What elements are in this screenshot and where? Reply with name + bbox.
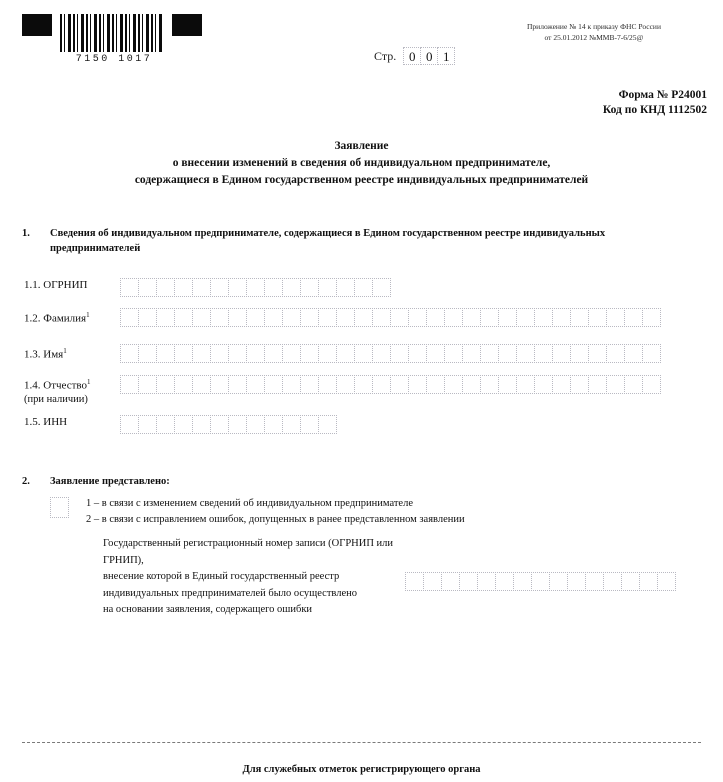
- office-marks-title: Для служебных отметок регистрирующего органа: [242, 764, 481, 775]
- title-line-2: о внесении изменений в сведения об индивидуальном предпринимателе,: [172, 157, 551, 169]
- input-cell[interactable]: [246, 375, 265, 394]
- input-cell[interactable]: [246, 344, 265, 363]
- input-cell[interactable]: [120, 375, 139, 394]
- application-reason-option-2[interactable]: 2 – в связи с исправлением ошибок, допущенных в ранее представленном заявлении: [86, 514, 465, 525]
- appendix-note: [479, 21, 709, 43]
- input-cell[interactable]: [531, 572, 550, 591]
- input-cell[interactable]: [246, 278, 265, 297]
- input-cell[interactable]: [138, 278, 157, 297]
- input-cell[interactable]: [264, 375, 283, 394]
- input-cell[interactable]: [549, 572, 568, 591]
- footer-divider: [22, 742, 701, 743]
- form-number: Форма № Р24001: [618, 89, 707, 101]
- input-cell[interactable]: [585, 572, 604, 591]
- field-label: 1.5. ИНН: [24, 416, 68, 428]
- input-cell[interactable]: [282, 344, 301, 363]
- field-row-ogrnip: [24, 278, 390, 297]
- page-number-label: Стр.: [374, 48, 397, 63]
- input-cell[interactable]: [300, 278, 319, 297]
- input-cell[interactable]: [336, 278, 355, 297]
- input-cell[interactable]: [174, 344, 193, 363]
- input-cell[interactable]: [588, 344, 607, 363]
- appendix-line-2: от 25.01.2012 №ММВ-7-6/25@: [544, 33, 644, 42]
- input-cell[interactable]: [228, 308, 247, 327]
- input-cell[interactable]: [138, 415, 157, 434]
- section-1-text: Сведения об индивидуальном предпринимателе, содержащиеся в Едином государственном реестре индивидуальных предпринимателей: [50, 228, 606, 254]
- input-cell[interactable]: [282, 278, 301, 297]
- input-cell[interactable]: [426, 308, 445, 327]
- barcode-row: [22, 14, 202, 52]
- input-cell[interactable]: [567, 572, 586, 591]
- input-cell[interactable]: [282, 375, 301, 394]
- input-cell[interactable]: [426, 344, 445, 363]
- input-cell[interactable]: [318, 415, 337, 434]
- section-1-number: 1.: [22, 228, 30, 239]
- field-input-cells[interactable]: [120, 344, 660, 363]
- input-cell[interactable]: [264, 308, 283, 327]
- input-cell[interactable]: [642, 308, 661, 327]
- input-cell[interactable]: [174, 375, 193, 394]
- input-cell[interactable]: [639, 572, 658, 591]
- input-cell[interactable]: [426, 375, 445, 394]
- input-cell[interactable]: [300, 375, 319, 394]
- input-cell[interactable]: [408, 308, 427, 327]
- input-cell[interactable]: [570, 344, 589, 363]
- input-cell[interactable]: [516, 344, 535, 363]
- input-cell[interactable]: [480, 308, 499, 327]
- input-cell[interactable]: [480, 375, 499, 394]
- input-cell[interactable]: [300, 344, 319, 363]
- input-cell[interactable]: [441, 572, 460, 591]
- title-line-3: содержащиеся в Едином государственном реестре индивидуальных предпринимателей: [134, 174, 589, 186]
- input-cell[interactable]: [354, 344, 373, 363]
- input-cell[interactable]: [210, 278, 229, 297]
- input-cell[interactable]: [606, 375, 625, 394]
- input-cell[interactable]: [282, 308, 301, 327]
- input-cell[interactable]: [390, 344, 409, 363]
- input-cell[interactable]: [570, 308, 589, 327]
- barcode-bars: [60, 14, 164, 52]
- input-cell[interactable]: [156, 375, 175, 394]
- input-cell[interactable]: [300, 308, 319, 327]
- input-cell[interactable]: [462, 308, 481, 327]
- input-cell[interactable]: [480, 344, 499, 363]
- application-reason-checkbox[interactable]: [50, 497, 69, 518]
- input-cell[interactable]: [642, 375, 661, 394]
- input-cell[interactable]: [336, 375, 355, 394]
- grnip-description-line-4: на основании заявления, содержащего ошибки: [103, 604, 313, 615]
- input-cell[interactable]: [354, 375, 373, 394]
- input-cell[interactable]: [264, 344, 283, 363]
- input-cell[interactable]: [264, 278, 283, 297]
- input-cell[interactable]: [138, 308, 157, 327]
- input-cell[interactable]: [621, 572, 640, 591]
- section-1-heading: [22, 226, 694, 256]
- input-cell[interactable]: [318, 375, 337, 394]
- input-cell[interactable]: [354, 278, 373, 297]
- input-cell[interactable]: [444, 308, 463, 327]
- input-cell[interactable]: [606, 344, 625, 363]
- input-cell[interactable]: [174, 415, 193, 434]
- input-cell[interactable]: [210, 375, 229, 394]
- input-cell[interactable]: [405, 572, 424, 591]
- barcode-block: [22, 14, 202, 65]
- input-cell[interactable]: [354, 308, 373, 327]
- input-cell[interactable]: [534, 308, 553, 327]
- input-cell[interactable]: [210, 415, 229, 434]
- input-cell[interactable]: [372, 375, 391, 394]
- input-cell[interactable]: [372, 278, 391, 297]
- application-reason-option-1[interactable]: 1 – в связи с изменением сведений об индивидуальном предпринимателе: [86, 498, 413, 509]
- input-cell[interactable]: [498, 308, 517, 327]
- input-cell[interactable]: [498, 375, 517, 394]
- input-cell[interactable]: [264, 415, 283, 434]
- input-cell[interactable]: [318, 278, 337, 297]
- input-cell[interactable]: [462, 375, 481, 394]
- input-cell[interactable]: [603, 572, 622, 591]
- input-cell[interactable]: [408, 375, 427, 394]
- application-reason-group: [50, 496, 465, 528]
- input-cell[interactable]: [498, 344, 517, 363]
- barcode-digits: 7150 1017: [75, 54, 153, 65]
- page-number-cells[interactable]: [403, 47, 454, 65]
- field-row-otchestvo: [24, 375, 660, 407]
- title-line-1: Заявление: [334, 140, 389, 152]
- input-cell[interactable]: [210, 308, 229, 327]
- field-label: 1.3. Имя$^1$: [24, 347, 67, 361]
- input-cell[interactable]: [210, 344, 229, 363]
- input-cell[interactable]: [282, 415, 301, 434]
- page-title: [0, 138, 723, 189]
- input-cell[interactable]: [300, 415, 319, 434]
- field-label: 1.4. Отчество$^1$ (при наличии): [24, 378, 91, 405]
- field-row-familiya: [24, 308, 660, 327]
- input-cell[interactable]: [192, 375, 211, 394]
- application-reason-options: [86, 496, 465, 528]
- input-cell[interactable]: [444, 344, 463, 363]
- input-cell[interactable]: [390, 375, 409, 394]
- input-cell[interactable]: [318, 344, 337, 363]
- field-input-cells[interactable]: [120, 375, 660, 394]
- input-cell[interactable]: [156, 308, 175, 327]
- input-cell[interactable]: [336, 344, 355, 363]
- input-cell[interactable]: [642, 344, 661, 363]
- input-cell[interactable]: [156, 344, 175, 363]
- section-2-text: Заявление представлено:: [50, 476, 170, 487]
- input-cell[interactable]: [423, 572, 442, 591]
- input-cell[interactable]: [552, 344, 571, 363]
- input-cell[interactable]: [192, 278, 211, 297]
- input-cell[interactable]: [192, 308, 211, 327]
- section-2-heading: [22, 474, 622, 489]
- input-cell[interactable]: [174, 308, 193, 327]
- input-cell[interactable]: [192, 415, 211, 434]
- grnip-description-paragraph: [103, 536, 403, 619]
- input-cell[interactable]: [462, 344, 481, 363]
- input-cell[interactable]: [624, 308, 643, 327]
- input-cell[interactable]: [477, 572, 496, 591]
- input-cell[interactable]: [459, 572, 478, 591]
- input-cell[interactable]: [120, 415, 139, 434]
- input-cell[interactable]: [534, 344, 553, 363]
- field-input-cells[interactable]: [120, 308, 660, 327]
- input-cell[interactable]: [606, 308, 625, 327]
- input-cell[interactable]: 0: [420, 47, 438, 65]
- barcode-corner-marker-left: [22, 14, 52, 36]
- input-cell[interactable]: [552, 308, 571, 327]
- page-number-field: [374, 47, 454, 65]
- input-cell[interactable]: [408, 344, 427, 363]
- field-row-inn: [24, 415, 336, 434]
- input-cell[interactable]: [372, 308, 391, 327]
- grnip-input-cells[interactable]: [405, 572, 675, 591]
- input-cell[interactable]: [228, 415, 247, 434]
- input-cell[interactable]: 0: [403, 47, 421, 65]
- field-input-cells[interactable]: [120, 278, 390, 297]
- input-cell[interactable]: [156, 278, 175, 297]
- input-cell[interactable]: [534, 375, 553, 394]
- input-cell[interactable]: [552, 375, 571, 394]
- input-cell[interactable]: [516, 375, 535, 394]
- input-cell[interactable]: [228, 278, 247, 297]
- input-cell[interactable]: [624, 375, 643, 394]
- grnip-description-line-3: индивидуальных предпринимателей было осуществлено: [103, 587, 358, 599]
- input-cell[interactable]: [588, 308, 607, 327]
- field-label: 1.2. Фамилия$^1$: [24, 311, 90, 325]
- input-cell[interactable]: [495, 572, 514, 591]
- knd-code: Код по КНД 1112502: [602, 104, 707, 116]
- input-cell[interactable]: [657, 572, 676, 591]
- field-input-cells[interactable]: [120, 415, 336, 434]
- input-cell[interactable]: [390, 308, 409, 327]
- input-cell[interactable]: [228, 375, 247, 394]
- grnip-description-line-2: внесение которой в Единый государственный реестр: [103, 571, 340, 582]
- input-cell[interactable]: [138, 344, 157, 363]
- input-cell[interactable]: [516, 308, 535, 327]
- input-cell[interactable]: [444, 375, 463, 394]
- input-cell[interactable]: [318, 308, 337, 327]
- input-cell[interactable]: [228, 344, 247, 363]
- input-cell[interactable]: 1: [437, 47, 455, 65]
- input-cell[interactable]: [624, 344, 643, 363]
- field-row-imya: [24, 344, 660, 363]
- section-2-number: 2.: [22, 476, 30, 487]
- barcode-corner-marker-right: [172, 14, 202, 36]
- input-cell[interactable]: [570, 375, 589, 394]
- input-cell[interactable]: [120, 278, 139, 297]
- input-cell[interactable]: [138, 375, 157, 394]
- input-cell[interactable]: [156, 415, 175, 434]
- field-label: 1.1. ОГРНИП: [24, 279, 88, 291]
- input-cell[interactable]: [372, 344, 391, 363]
- input-cell[interactable]: [174, 278, 193, 297]
- input-cell[interactable]: [513, 572, 532, 591]
- input-cell[interactable]: [120, 344, 139, 363]
- input-cell[interactable]: [192, 344, 211, 363]
- input-cell[interactable]: [336, 308, 355, 327]
- appendix-line-1: Приложение № 14 к приказу ФНС России: [527, 22, 661, 31]
- input-cell[interactable]: [246, 308, 265, 327]
- input-cell[interactable]: [588, 375, 607, 394]
- form-code-block: [603, 88, 707, 118]
- input-cell[interactable]: [120, 308, 139, 327]
- grnip-description-line-1: Государственный регистрационный номер записи (ОГРНИП или ГРНИП),: [103, 538, 394, 566]
- input-cell[interactable]: [246, 415, 265, 434]
